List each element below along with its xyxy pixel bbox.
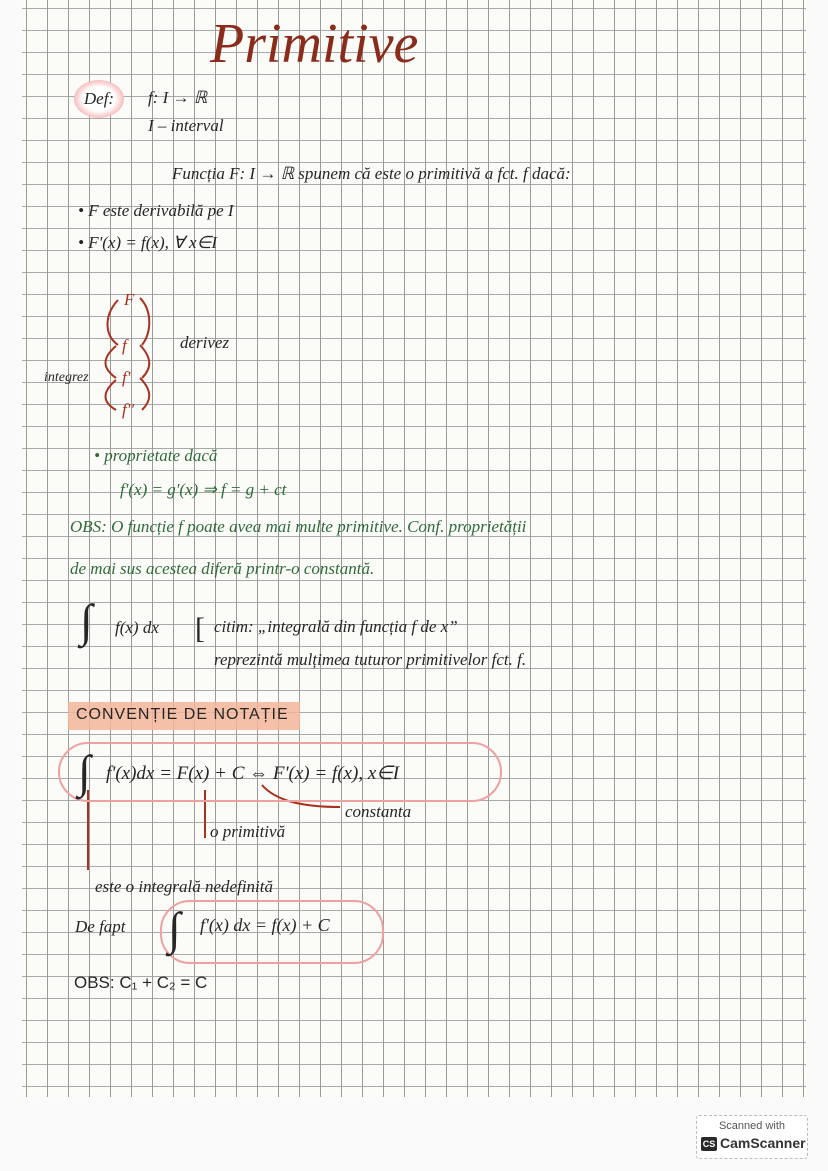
- diagram-node-F: F: [124, 290, 135, 309]
- diagram-node-f-prime: f': [122, 368, 131, 387]
- indefinite-integral-label: este o integrală nedefinită: [95, 877, 273, 896]
- integrate-label: integrez: [44, 370, 89, 385]
- bracket: [: [195, 612, 205, 645]
- constant-label: constanta: [345, 802, 412, 821]
- function-definition: f: I → ℝ: [148, 88, 208, 107]
- primitive-label: o primitivă: [210, 822, 286, 841]
- in-fact-formula: f'(x) dx = f(x) + C: [200, 915, 330, 935]
- diagram-node-f: f: [122, 336, 127, 355]
- integral-reading: citim: „integrală din funcția f de x”: [214, 617, 458, 636]
- obs-line-1: OBS: O funcție f poate avea mai multe primitive. Conf. proprietății: [70, 517, 527, 536]
- property-formula: f'(x) = g'(x) ⇒ f = g + ct: [120, 480, 287, 499]
- diagram-node-f-second: f'': [122, 400, 134, 419]
- obs-constants: OBS: C₁ + C₂ = C: [74, 973, 208, 992]
- camscanner-logo-icon: CS: [702, 1139, 716, 1149]
- condition-2: • F'(x) = f(x), ∀ x∈I: [78, 233, 218, 252]
- interval-note: I – interval: [148, 116, 224, 135]
- badge-caption: Scanned with: [718, 1120, 786, 1132]
- integral-symbol-2: ∫: [78, 746, 91, 797]
- page-title: Primitive: [210, 13, 419, 75]
- primitive-statement: Funcția F: I → ℝ spunem că este o primitivă a fct. f dacă:: [172, 164, 571, 183]
- convention-heading: CONVENȚIE DE NOTAȚIE: [76, 706, 289, 723]
- convention-formula: f'(x)dx = F(x) + C ⇔ F'(x) = f(x), x∈I: [106, 763, 400, 784]
- derive-label: derivez: [180, 333, 230, 352]
- integral-symbol: ∫: [80, 595, 93, 646]
- condition-1: • F este derivabilă pe I: [78, 201, 234, 220]
- definition-label: Def:: [74, 80, 124, 118]
- integral-meaning: reprezintă mulțimea tuturor primitivelor fct. f.: [214, 650, 527, 669]
- in-fact-label: De fapt: [75, 917, 126, 936]
- integral-expression: f(x) dx: [115, 618, 159, 637]
- obs-line-2: de mai sus acestea diferă printr-o constantă.: [70, 559, 375, 578]
- property-label: • proprietate dacă: [94, 446, 218, 465]
- integral-symbol-3: ∫: [168, 903, 181, 954]
- camscanner-badge: [696, 1115, 808, 1159]
- badge-brand: CamScanner: [720, 1135, 806, 1151]
